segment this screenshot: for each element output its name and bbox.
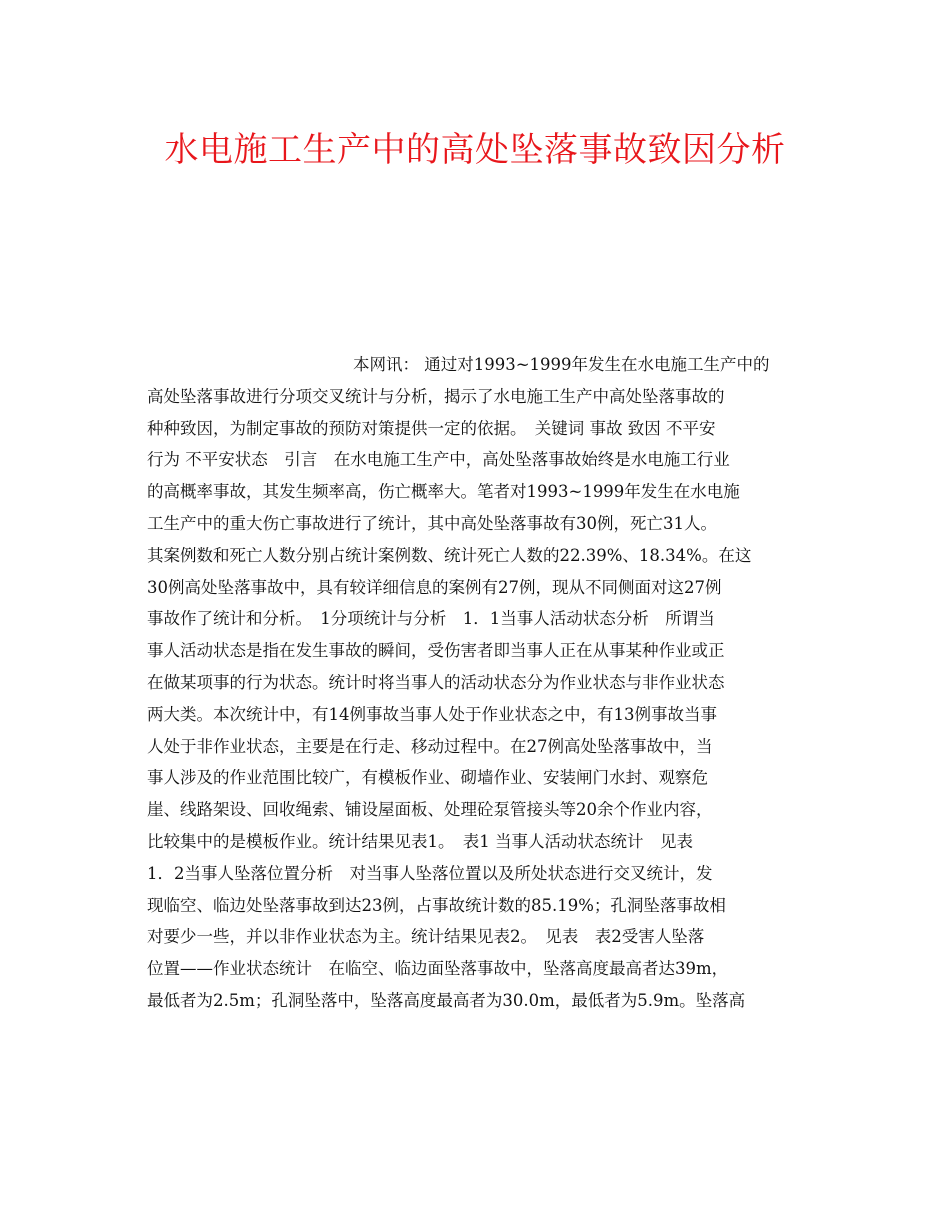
body-line: 工生产中的重大伤亡事故进行了统计，其中高处坠落事故有30例，死亡31人。 (147, 513, 717, 533)
body-line: 人处于非作业状态，主要是在行走、移动过程中。在27例高处坠落事故中，当 (147, 736, 713, 756)
body-line: 比较集中的是模板作业。统计结果见表1。 表1 当事人活动状态统计 见表 (147, 831, 693, 851)
body-line: 对要少一些，并以非作业状态为主。统计结果见表2。 见表 表2受害人坠落 (147, 927, 705, 947)
body-line: 崖、线路架设、回收绳索、铺设屋面板、处理砼泵管接头等20余个作业内容， (147, 800, 713, 820)
body-line: 在做某项事的行为状态。统计时将当事人的活动状态分为作业状态与非作业状态 (147, 672, 725, 692)
body-line: 种种致因，为制定事故的预防对策提供一定的依据。 关键词 事故 致因 不平安 (147, 418, 716, 438)
body-line: 本网讯： 通过对1993~1999年发生在水电施工生产中的 (353, 355, 770, 374)
body-line: 事故作了统计和分析。 1分项统计与分析 1．1当事人活动状态分析 所谓当 (147, 609, 715, 629)
body-line: 1．2当事人坠落位置分析 对当事人坠落位置以及所处状态进行交叉统计，发 (147, 863, 713, 883)
document-title: 水电施工生产中的高处坠落事故致因分析 (164, 130, 786, 170)
body-line: 的高概率事故，其发生频率高，伤亡概率大。笔者对1993~1999年发生在水电施 (147, 482, 740, 502)
article-body (147, 349, 807, 1017)
body-line: 其案例数和死亡人数分别占统计案例数、统计死亡人数的22.39%、18.34%。在这 (147, 545, 752, 565)
body-line: 30例高处坠落事故中，具有较详细信息的案例有27例，现从不同侧面对这27例 (147, 577, 722, 597)
body-line: 最低者为2.5m；孔洞坠落中，坠落高度最高者为30.0m，最低者为5.9m。坠落高 (147, 990, 746, 1010)
body-line: 行为 不平安状态 引言 在水电施工生产中，高处坠落事故始终是水电施工行业 (147, 450, 730, 470)
body-line: 高处坠落事故进行分项交叉统计与分析，揭示了水电施工生产中高处坠落事故的 (147, 386, 725, 406)
body-line: 两大类。本次统计中，有14例事故当事人处于作业状态之中，有13例事故当事 (147, 704, 717, 724)
body-line: 事人涉及的作业范围比较广，有模板作业、砌墙作业、安装闸门水封、观察危 (147, 768, 708, 788)
body-line: 现临空、临边处坠落事故到达23例，占事故统计数的85.19%；孔洞坠落事故相 (147, 895, 726, 915)
body-line: 位置——作业状态统计 在临空、临边面坠落事故中，坠落高度最高者达39m， (147, 959, 729, 979)
body-line: 事人活动状态是指在发生事故的瞬间，受伤害者即当事人正在从事某种作业或正 (147, 641, 725, 661)
